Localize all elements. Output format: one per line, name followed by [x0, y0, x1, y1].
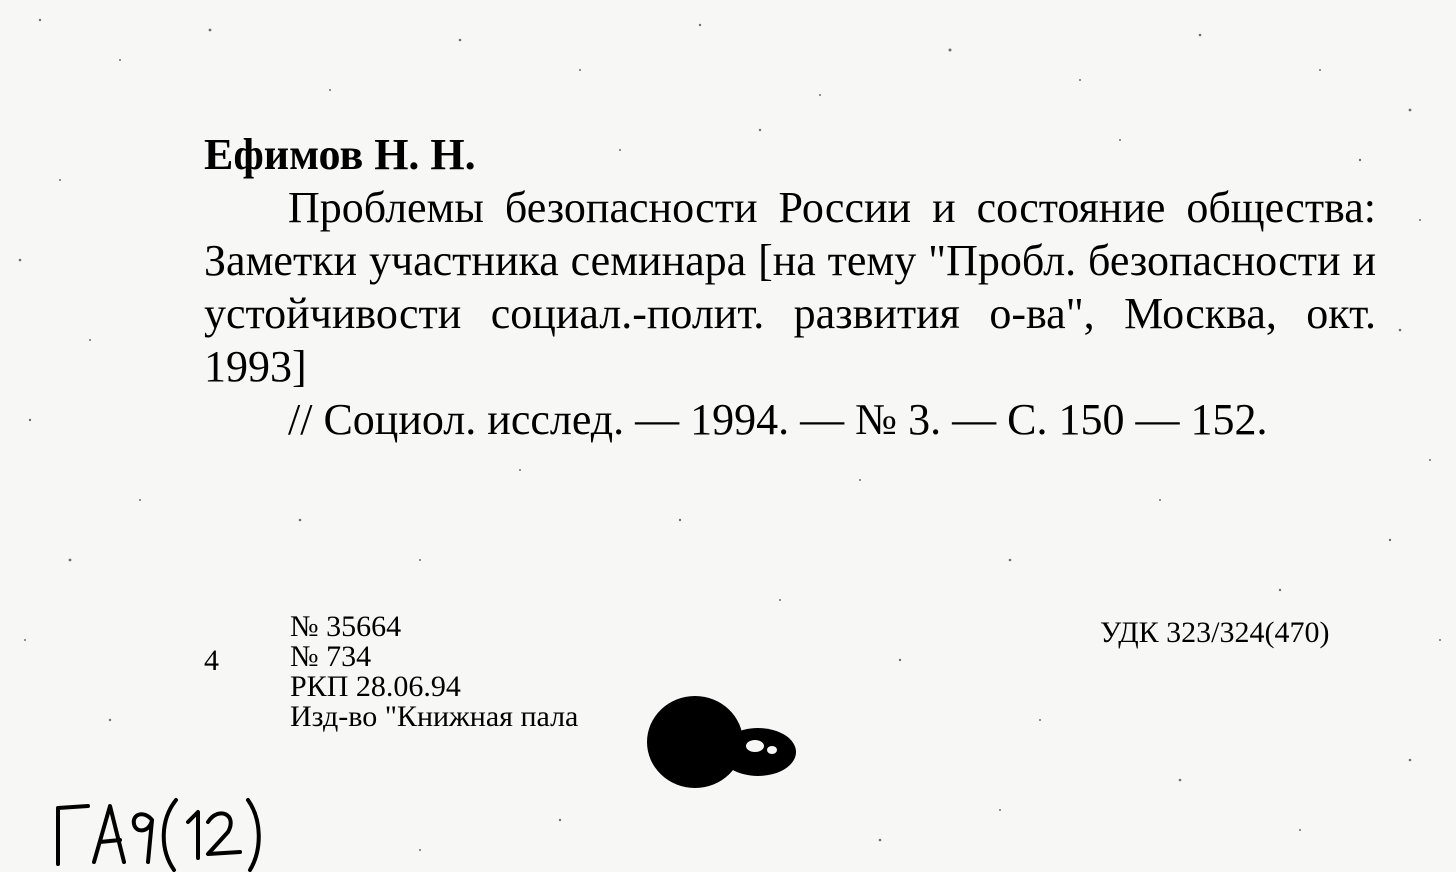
handwritten-shelfmark-mark — [48, 792, 288, 872]
registration-line: РКП 28.06.94 — [290, 670, 461, 703]
source-paragraph: // Социол. исслед. — 1994. — № 3. — С. 150 — 152. — [288, 395, 1268, 444]
author-name: Ефимов Н. Н. — [204, 130, 476, 179]
registration-line: № 35664 — [290, 610, 402, 643]
ink-blot — [640, 690, 800, 800]
title-paragraph: Проблемы безопасности России и состояние общества: Заметки участника семинара [на тему "Пробл. безопасности и устойчивости социал.-полит. развития о-ва", Москва, окт. 1993] — [204, 183, 1376, 391]
publisher-line: Изд-во "Книжная пала — [290, 700, 579, 733]
udk-code: УДК 323/324(470) — [1100, 616, 1330, 649]
registration-numbers — [290, 612, 578, 732]
registration-line: № 734 — [290, 640, 372, 673]
bibliographic-entry — [204, 128, 1376, 446]
card-number: 4 — [204, 644, 219, 677]
